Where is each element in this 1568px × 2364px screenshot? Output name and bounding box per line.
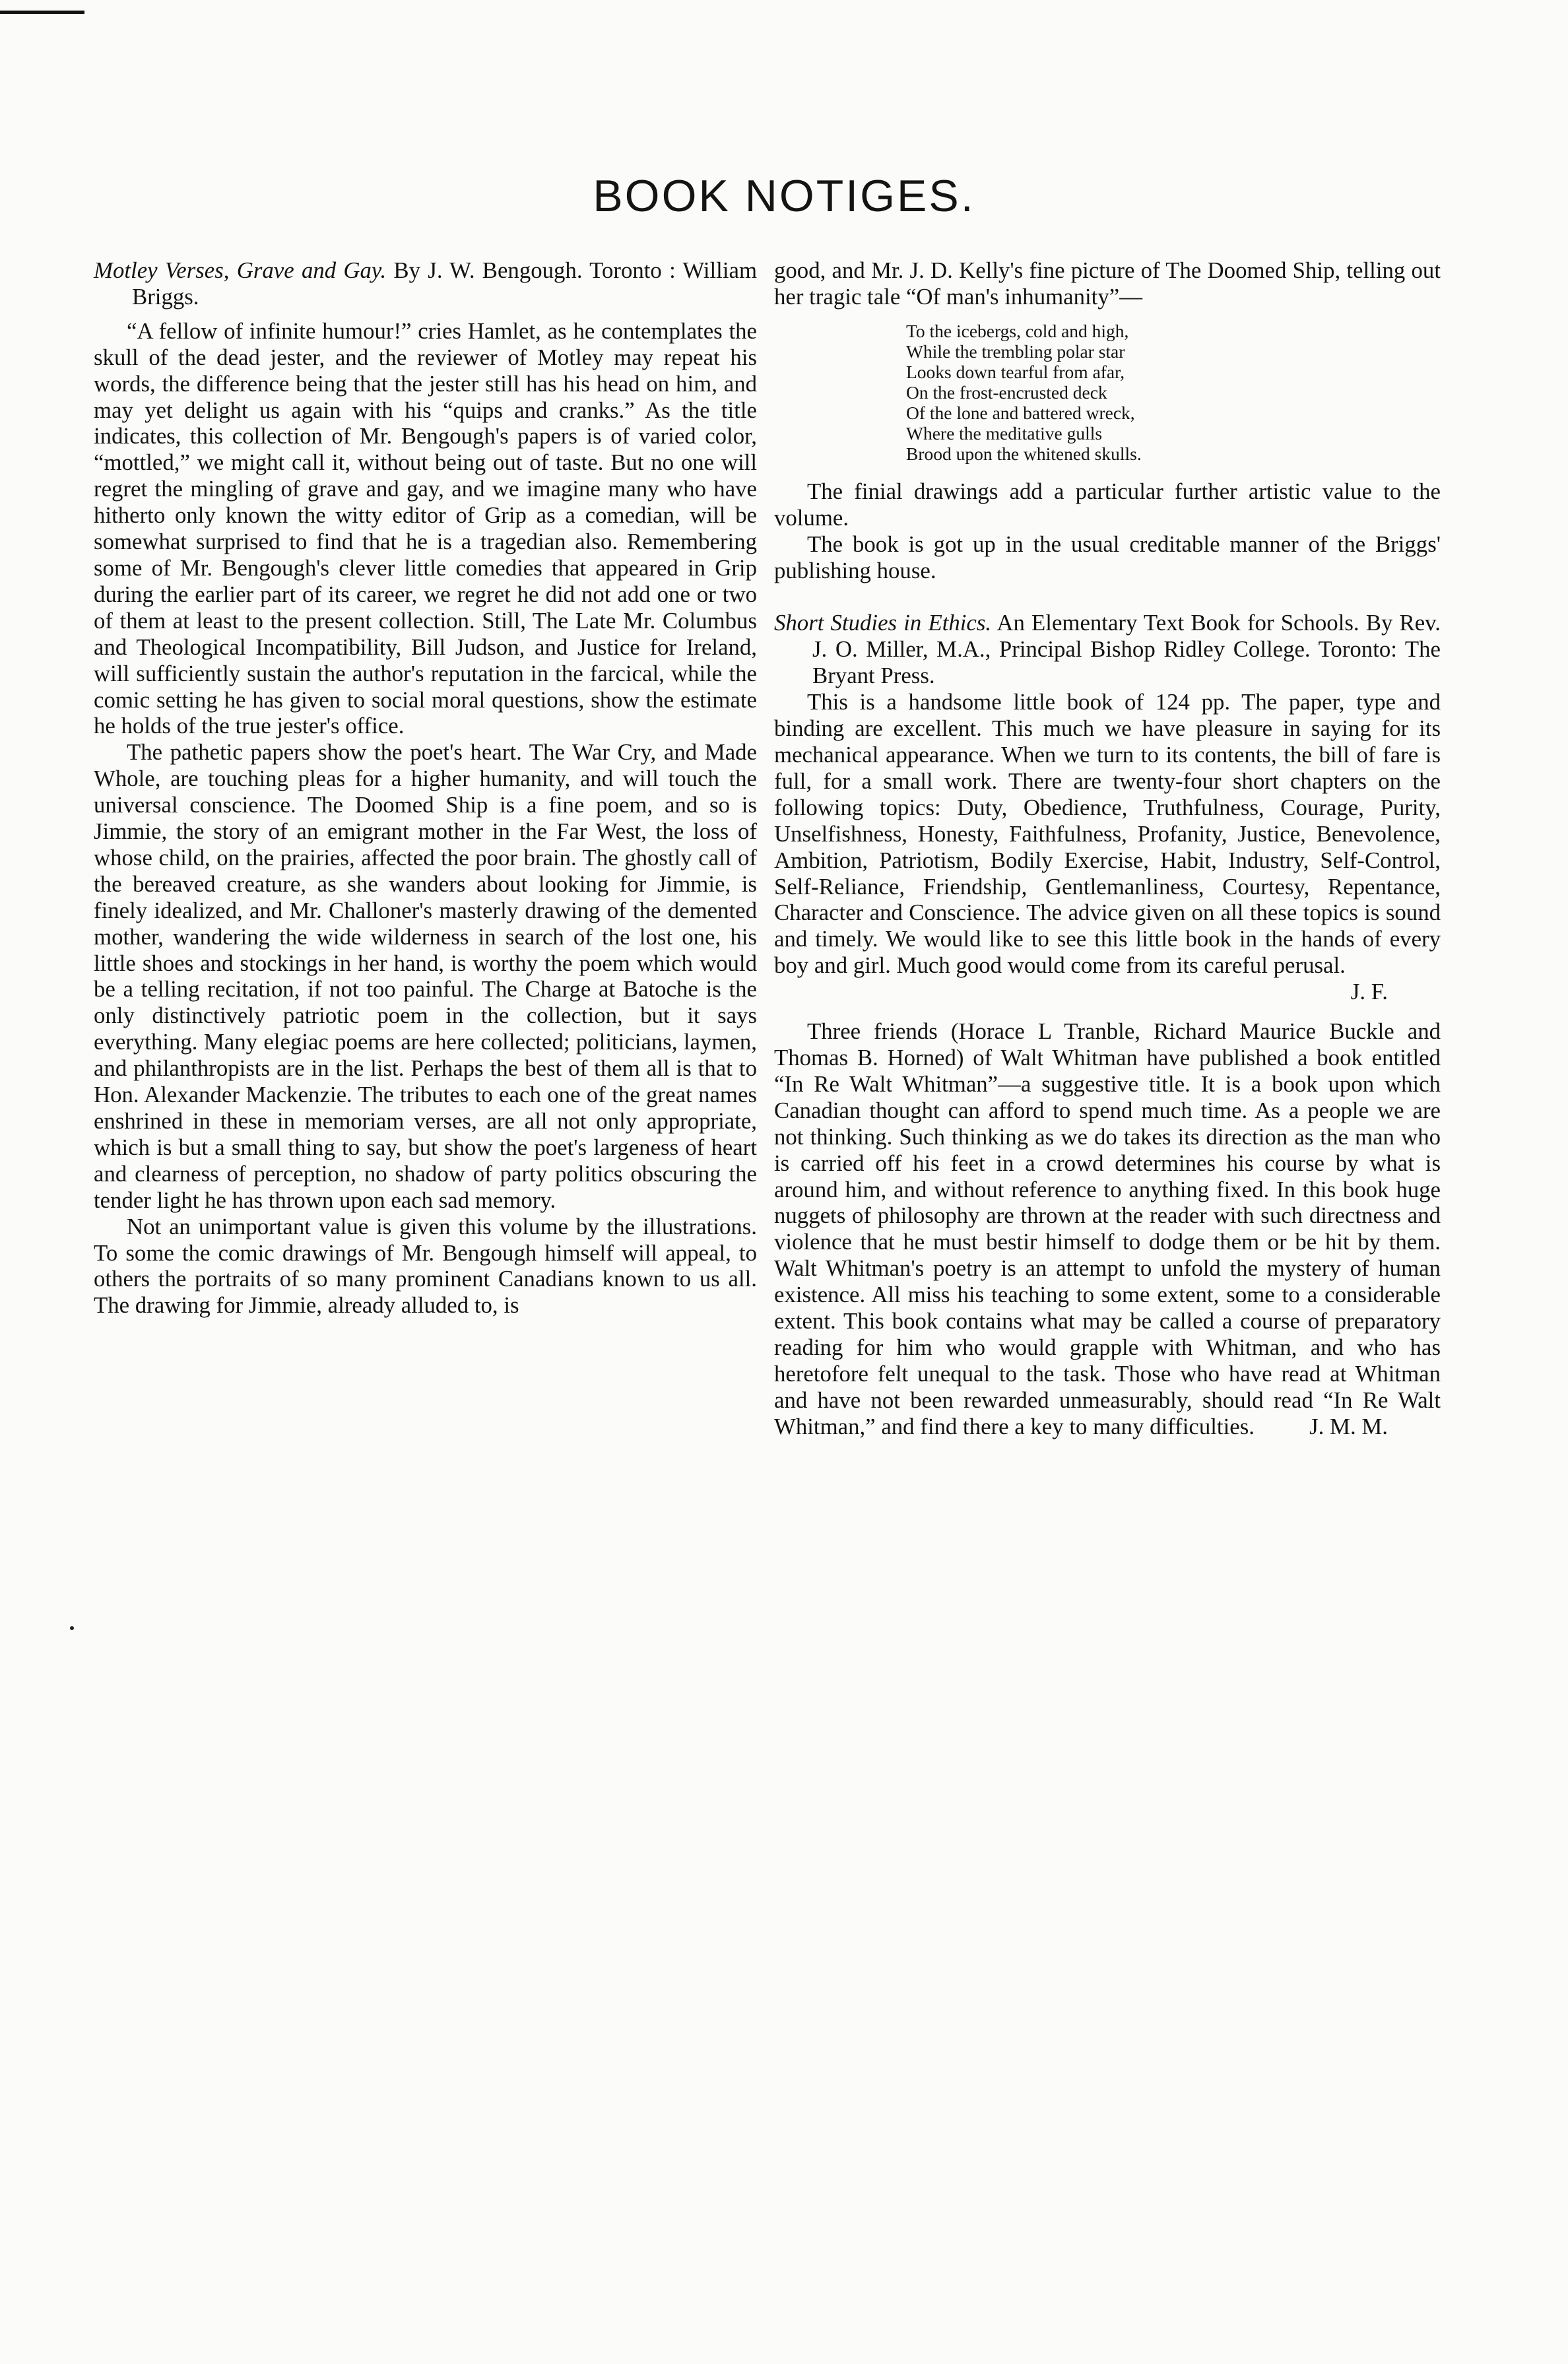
motley-entry-heading [94, 257, 757, 310]
motley-after-poem-2: The book is got up in the usual creditable manner of the Briggs' publishing house. [774, 531, 1441, 583]
top-rule [0, 11, 84, 14]
ethics-book-title: Short Studies in Ethics. [774, 610, 992, 636]
ink-speck [70, 1626, 74, 1630]
section-gap [774, 583, 1441, 610]
poem-line: Where the meditative gulls [906, 422, 1103, 443]
motley-paragraph-1: “A fellow of infinite humour!” cries Hamlet, as he contemplates the skull of the dead jester, and the reviewer of Motley may repeat his words, the difference being that the jester still has his head on him, and may yet delight us again with his “quips and cranks.” As the title indicates, this collection of Mr. Bengough's papers is of varied color, “mottled,” we might call it, without being out of taste. But no one will regret the mingling of grave and gay, and we imagine many who have hitherto only known the witty editor of Grip as a comedian, will be somewhat surprised to find that he is a tragedian also. Remembering some of Mr. Bengough's clever little comedies that appeared in Grip during the earlier part of its career, we regret he did not add one or two of them at least to the present collection. Still, The Late Mr. Columbus and Theological Incompatibility, Bill Judson, and Justice for Ireland, will sufficiently sustain the author's reputation in the farcical, while the comic setting he has given to social moral questions, show the estimate he holds of the true jester's office. [94, 317, 757, 739]
ethics-signature: J. F. [1350, 979, 1388, 1005]
ethics-entry-heading [774, 610, 1441, 689]
ethics-paragraph [774, 689, 1441, 1005]
right-column [774, 257, 1441, 1440]
left-column [94, 257, 757, 1319]
poem-line: While the trembling polar star [906, 341, 1125, 362]
whitman-body: Three friends (Horace L Tranble, Richard Maurice Buckle and Thomas B. Horned) of Walt Whitman have published a book entitled “In Re Walt Whitman”—a suggestive title. It is a book upon which Canadian thought can afford to spend much time. As a people we are not thinking. Such thinking as we do takes its direction as the man who is carried off his feet in a crowd determines his course by what is around him, and without reference to anything fixed. In this book huge nuggets of philosophy are thrown at the reader with such directness and violence that he must bestir himself to dodge them or be hit by them. Walt Whitman's poetry is an attempt to unfold the mystery of human existence. All miss his teaching to some extent, some to a considerable extent. This book contains what may be called a course of preparatory reading for him who would grapple with Whitman, and who has heretofore felt unequal to the task. Those who have read at Whitman and have not been rewarded unmeasurably, should read “In Re Walt Whitman,” and find there a key to many difficulties. [774, 1018, 1441, 1439]
motley-after-poem-1: The finial drawings add a particular further artistic value to the volume. [774, 478, 1441, 531]
motley-paragraph-3-continued: good, and Mr. J. D. Kelly's fine picture of The Doomed Ship, telling out her tragic tale “Of man's inhumanity”— [774, 257, 1441, 310]
poem-line: Of the lone and battered wreck, [906, 402, 1135, 423]
poem-line: To the icebergs, cold and high, [906, 320, 1129, 341]
motley-paragraph-2: The pathetic papers show the poet's heart. The War Cry, and Made Whole, are touching pleas for a higher humanity, and will touch the universal conscience. The Doomed Ship is a fine poem, and so is Jimmie, the story of an emigrant mother in the Far West, the loss of whose child, on the prairies, affected the poor brain. The ghostly call of the bereaved creature, as she wanders about looking for Jimmie, is finely idealized, and Mr. Challoner's masterly drawing of the demented mother, wandering the wide wilderness in search of the lost one, his little shoes and stockings in her hand, is worthy the poem which would be a telling recitation, if not too painful. The Charge at Batoche is the only distinctively patriotic poem in the collection, but it says everything. Many elegiac poems are here collected; politicians, laymen, and philanthropists are in the list. Perhaps the best of them all is that to Hon. Alexander Mackenzie. The tributes to each one of the great names enshrined in these in memoriam verses, are all not only appropriate, which is but a small thing to say, but show the poet's largeness of heart and clearness of perception, no shadow of party politics obscuring the tender light he has thrown upon each sad memory. [94, 739, 757, 1213]
ethics-byline: An Elementary Text Book for Schools. By Rev. J. O. Miller, M.A., Principal Bishop Ridley College. Toronto: The Bryant Press. [812, 610, 1441, 689]
poem-line: On the frost-encrusted deck [906, 381, 1107, 403]
motley-paragraph-3: Not an unimportant value is given this volume by the illustrations. To some the comic drawings of Mr. Bengough himself will appeal, to others the portraits of so many prominent Canadians known to us all. The drawing for Jimmie, already alluded to, is [94, 1213, 757, 1319]
doomed-ship-poem [906, 321, 1441, 464]
poem-line: Looks down tearful from afar, [906, 361, 1125, 382]
motley-book-title: Motley Verses, Grave and Gay. [94, 257, 387, 283]
ethics-body: This is a handsome little book of 124 pp. The paper, type and binding are excellent. This much we have pleasure in saying for its mechanical appearance. When we turn to its contents, the bill of fare is full, for a small work. There are twenty-four short chapters on the following topics: Duty, Obedience, Truthfulness, Courage, Purity, Unselfishness, Honesty, Faithfulness, Profanity, Justice, Benevolence, Ambition, Patriotism, Bodily Exercise, Habit, Industry, Self-Control, Self-Reliance, Friendship, Gentlemanliness, Courtesy, Repentance, Character and Conscience. The advice given on all these topics is sound and timely. We would like to see this little book in the hands of every boy and girl. Much good would come from its careful perusal. [774, 689, 1441, 979]
motley-byline: By J. W. Bengough. Toronto : William Briggs. [132, 257, 758, 310]
whitman-signature: J. M. M. [1309, 1413, 1388, 1439]
page-title: BOOK NOTIGES. [593, 171, 975, 221]
poem-line: Brood upon the whitened skulls. [906, 443, 1142, 464]
whitman-paragraph [774, 1018, 1441, 1440]
